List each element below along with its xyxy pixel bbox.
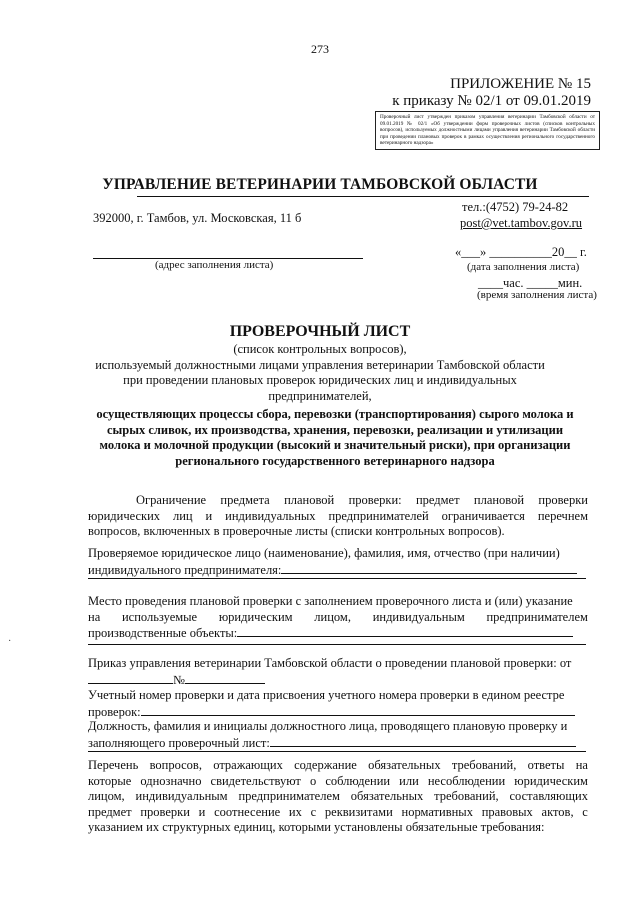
inspector-fill-line-2[interactable]: [88, 751, 586, 752]
word: с: [310, 804, 317, 819]
text-fragment: производственные объекты:: [88, 626, 238, 640]
text-fragment: проверок:: [88, 704, 141, 719]
word: предпринимателем: [486, 609, 588, 624]
subtitle-line: при проведении плановых проверок юридических лиц и индивидуальных: [123, 373, 517, 387]
word: проверки: [538, 493, 588, 507]
inspection-place-paragraph: [88, 594, 588, 642]
word: на: [88, 609, 101, 624]
word: или: [399, 773, 419, 788]
word: содержание: [294, 758, 357, 772]
word: соблюдении: [325, 773, 391, 788]
organization-name: УПРАВЛЕНИЕ ВЕТЕРИНАРИИ ТАМБОВСКОЙ ОБЛАСТИ: [102, 176, 538, 193]
organization-email: post@vet.tambov.gov.ru: [460, 216, 583, 230]
scope-line: сырых сливок, их производства, хранения, перевозки, реализации и утилизации: [106, 422, 564, 437]
word: предпринимателем: [238, 789, 340, 803]
text-line: Должность, фамилия и инициалы должностного лица, проводящего плановую проверку и: [88, 719, 568, 733]
place-fill-line-2[interactable]: [88, 644, 586, 645]
word: правовых: [481, 804, 533, 819]
text-fragment: №: [173, 672, 185, 687]
entity-fill-line[interactable]: [281, 562, 577, 574]
header-divider: [137, 196, 589, 197]
text-line: вопросов, включенных в проверочные листы (списки контрольных вопросов).: [88, 524, 505, 538]
inspector-fill-line[interactable]: [270, 735, 576, 747]
word: проверки:: [348, 493, 402, 507]
date-fill-line: «___» __________20__ г.: [455, 245, 587, 259]
justified-line: [88, 493, 588, 509]
word: соотнесение: [214, 804, 281, 819]
scope-line: осуществляющих процессы сбора, перевозки (транспортирования) сырого молока и: [96, 407, 574, 421]
place-fill-line[interactable]: [237, 625, 573, 637]
page-number: 273: [311, 42, 329, 56]
title-subtitle: [0, 342, 640, 404]
word: свидетельствуют: [210, 773, 301, 788]
justified-line: [88, 805, 588, 821]
text-line: [88, 704, 588, 721]
registry-fill-line[interactable]: [141, 704, 575, 716]
text-line: Учетный номер проверки и дата присвоения учетного номера проверки в едином реестре: [88, 688, 565, 702]
word: составляющих: [509, 789, 588, 803]
text-line: [88, 735, 588, 752]
entity-fill-line-2[interactable]: [88, 578, 586, 579]
word: юридическим: [218, 609, 293, 624]
margin-mark: ·: [8, 636, 12, 647]
text-fragment: заполняющего проверочный лист:: [88, 735, 270, 750]
word: на: [575, 758, 588, 772]
word: с: [582, 804, 588, 819]
order-date-fill[interactable]: [88, 672, 173, 684]
word: реквизитами: [324, 804, 393, 819]
order-number-fill[interactable]: [185, 672, 265, 684]
word: однозначно: [140, 773, 202, 788]
word: индивидуальным: [372, 609, 465, 624]
subtitle-line: предпринимателей,: [268, 388, 372, 403]
word: лицом,: [314, 609, 351, 624]
document-title: ПРОВЕРОЧНЫЙ ЛИСТ: [229, 323, 411, 340]
approval-stamp-note: Проверочный лист утвержден приказом управления ветеринарии Тамбовской области от 09.01.2019 № 02/1 «Об утверждении форм проверочных листов (списков контрольных вопросов), используемых должностными лицами управления ветеринарии Тамбовской области при проведении плановых проверок в рамках осуществления регионального государственного ветеринарного надзора»: [375, 111, 600, 150]
word: Ограничение: [136, 493, 207, 507]
text-line: Приказ управления ветеринарии Тамбовской области о проведении плановой проверки: от: [88, 656, 572, 670]
word: и: [198, 804, 206, 819]
word: ограничивается: [441, 508, 525, 523]
justified-line: [88, 758, 588, 774]
word: юридических: [88, 508, 161, 523]
word: используемые: [121, 609, 198, 624]
text-line: Проверяемое юридическое лицо (наименование), фамилия, имя, отчество (при наличии): [88, 546, 560, 560]
inspector-paragraph: [88, 719, 588, 751]
organization-address: 392000, г. Тамбов, ул. Московская, 11 б: [93, 211, 302, 225]
time-caption: (время заполнения листа): [477, 289, 597, 301]
word: лиц: [172, 508, 193, 523]
appendix-order: к приказу № 02/1 от 09.01.2019: [392, 93, 591, 109]
text-line: [88, 672, 588, 689]
word: требований,: [451, 758, 517, 772]
scope-line: регионального государственного ветеринарного надзора: [175, 453, 495, 468]
word: вопросов,: [149, 758, 202, 772]
justified-line: [88, 509, 588, 525]
text-line: [88, 625, 588, 642]
scope-line: молока и молочной продукции (высокий и значительный риски), при организации: [99, 438, 571, 452]
word: индивидуальным: [135, 789, 228, 803]
word: которые: [88, 773, 132, 788]
word: проверки: [140, 804, 190, 819]
appendix-title: ПРИЛОЖЕНИЕ № 15: [450, 76, 591, 92]
justified-line: [88, 610, 588, 626]
text-line: указанием их структурных единиц, которыми установлены обязательные требования:: [88, 820, 545, 834]
inspection-registry-paragraph: [88, 688, 588, 720]
word: Перечень: [88, 758, 139, 772]
word: их: [288, 804, 302, 819]
word: лицом,: [88, 789, 125, 803]
word: юридическим: [514, 773, 588, 788]
justified-line: [88, 774, 588, 790]
restriction-paragraph: [88, 493, 588, 540]
inspected-entity-paragraph: [88, 546, 588, 578]
word: перечнем: [537, 508, 588, 523]
questions-intro-paragraph: [88, 758, 588, 836]
word: отражающих: [213, 758, 283, 772]
word: нормативных: [401, 804, 473, 819]
text-line: [88, 562, 588, 579]
word: индивидуальных: [225, 508, 316, 523]
word: обязательных: [368, 758, 441, 772]
word: и: [205, 508, 213, 523]
time-fill-line: ____час. _____мин.: [478, 276, 583, 290]
subtitle-line: используемый должностными лицами управления ветеринарии Тамбовской области: [95, 357, 545, 372]
word: предмет: [415, 493, 460, 507]
word: актов,: [541, 804, 574, 819]
text-line: Место проведения плановой проверки с заполнением проверочного листа и (или) указание: [88, 594, 573, 608]
organization-phone: тел.:(4752) 79-24-82: [462, 200, 569, 214]
word: плановой: [473, 493, 525, 507]
word: ответы: [527, 758, 565, 772]
word: предпринимателей: [328, 508, 429, 523]
word: о: [309, 773, 317, 788]
justified-line: [88, 789, 588, 805]
scope-bold-block: [80, 407, 590, 469]
text-fragment: индивидуального предпринимателя:: [88, 562, 282, 577]
word: плановой: [284, 493, 335, 507]
subtitle-line: (список контрольных вопросов),: [233, 342, 407, 356]
word: предмета: [220, 493, 270, 507]
word: обязательных: [350, 789, 424, 803]
inspection-order-paragraph: [88, 656, 588, 688]
address-caption: (адрес заполнения листа): [155, 259, 274, 271]
date-caption: (дата заполнения листа): [467, 261, 580, 273]
word: требований,: [434, 789, 499, 803]
word: несоблюдении: [427, 773, 506, 788]
word: предмет: [88, 804, 132, 819]
